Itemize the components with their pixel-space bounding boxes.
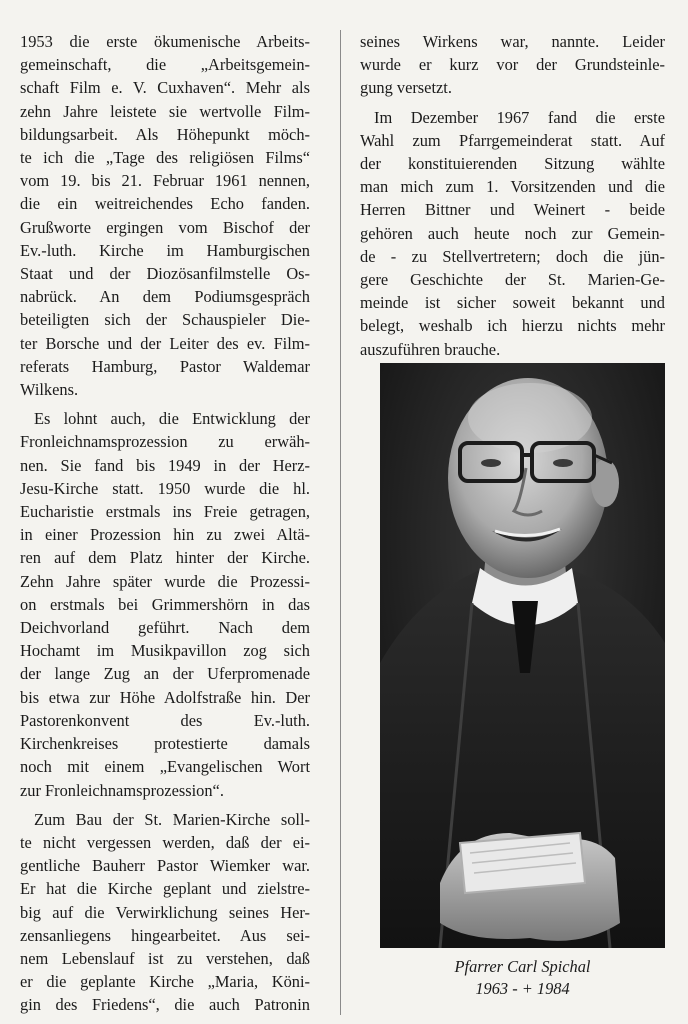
caption-name: Pfarrer Carl Spichal [454,957,591,976]
text-line: Es lohnt auch, die Entwicklung der [34,409,310,429]
text-line: zur Fronleichnamsprozession“. [20,780,224,800]
text-line: seines Wirkens war, nannte. Leider [360,32,665,51]
text-line: zehn Jahre leistete sie wertvolle Film- [20,101,310,121]
text-line: nem Lebenslauf ist zu verstehen, daß [20,948,310,968]
text-line: nabrück. An dem Podiumsgespräch [20,287,310,307]
text-line: der lange Zug an der Uferpromenade [20,664,310,684]
text-line: de - zu Stellvertretern; doch die jün- [360,246,665,266]
text-line: te nicht vergessen werden, daß der ei- [20,832,310,852]
text-line: gung versetzt. [360,78,452,98]
text-line: bildungsarbeit. Als Höhepunkt möch- [20,124,310,144]
text-line: Im Dezember 1967 fand die erste [374,107,665,127]
text-line: wurde er kurz vor der Grundsteinle- [360,55,665,75]
text-line: Staat und der Diozösanfilmstelle Os- [20,264,310,284]
text-line: Jesu-Kirche statt. 1950 wurde die hl. [20,478,310,498]
column-divider [340,30,341,1015]
text-line: Herren Bittner und Weinert - beide [360,200,665,220]
text-line: Wilkens. [20,380,79,400]
text-line: Eucharistie erstmals ins Freie getragen, [20,502,310,522]
text-line: Zehn Jahre später wurde die Prozessi- [20,571,310,591]
right-text-column [360,30,665,361]
text-line: Deichvorland geführt. Nach dem [20,618,310,638]
text-line: Pastorenkonvent des Ev.-luth. [20,710,310,730]
text-line: ter Borsche und der Leiter des ev. Film- [20,333,310,353]
text-line: Grußworte ergingen vom Bischof der [20,217,310,237]
left-text-column [20,30,310,1017]
text-line: man mich zum 1. Vorsitzenden und die [360,177,665,197]
text-line: belegt, weshalb ich hierzu nichts mehr [360,316,665,336]
text-line: Fronleichnamsprozession zu erwäh- [20,432,310,452]
text-line: Ev.-luth. Kirche im Hamburgischen [20,240,310,260]
text-line: ren auf dem Platz hinter der Kirche. [20,548,310,568]
text-line: 1953 die erste ökumenische Arbeits- [20,32,310,51]
text-line: beteiligten sich der Schauspieler Die- [20,310,310,330]
text-line: Kirchenkreises protestierte damals [20,734,310,754]
text-line: gentliche Bauherr Pastor Wiemker war. [20,856,310,876]
text-line: Wahl zum Pfarrgemeinderat statt. Auf [360,130,665,150]
photo-caption [380,956,665,1000]
text-line: gin des Friedens“, die auch Patronin [20,995,310,1015]
text-line: Hochamt im Musikpavillon zog sich [20,641,310,661]
text-line: gere Geschichte der St. Marien-Ge- [360,270,665,290]
text-line: noch mit einem „Evangelischen Wort [20,757,310,777]
text-line: schaft Film e. V. Cuxhaven“. Mehr als [20,78,310,98]
text-line: auszuführen brauche. [360,339,501,359]
text-line: er die geplante Kirche „Maria, Köni- [20,972,310,992]
text-line: bis etwa zur Höhe Adolfstraße hin. Der [20,687,310,707]
text-line: Er hat die Kirche geplant und zielstre- [20,879,310,899]
portrait-photo [380,363,665,948]
text-line: vom 19. bis 21. Februar 1961 nennen, [20,171,310,191]
text-line: on erstmals bei Grimmershörn in das [20,594,310,614]
text-line: gemeinschaft, die „Arbeitsgemein- [20,55,310,75]
text-line: Zum Bau der St. Marien-Kirche soll- [34,809,310,829]
text-line: gehören auch heute noch zur Gemein- [360,223,665,243]
text-line: meinde ist sicher soweit bekannt und [360,293,665,313]
caption-dates: 1963 - + 1984 [475,979,570,998]
text-line: te ich die „Tage des religiösen Films“ [20,148,310,168]
text-line: big auf die Verwirklichung seines Her- [20,902,310,922]
text-line: referats Hamburg, Pastor Waldemar [20,356,310,376]
text-line: die ein weitreichendes Echo fanden. [20,194,310,214]
text-line: in einer Prozession hin zu zwei Altä- [20,525,310,545]
text-line: nen. Sie fand bis 1949 in der Herz- [20,455,310,475]
text-line: zensanliegens hingearbeitet. Aus sei- [20,925,310,945]
text-line: der konstituierenden Sitzung wählte [360,154,665,174]
